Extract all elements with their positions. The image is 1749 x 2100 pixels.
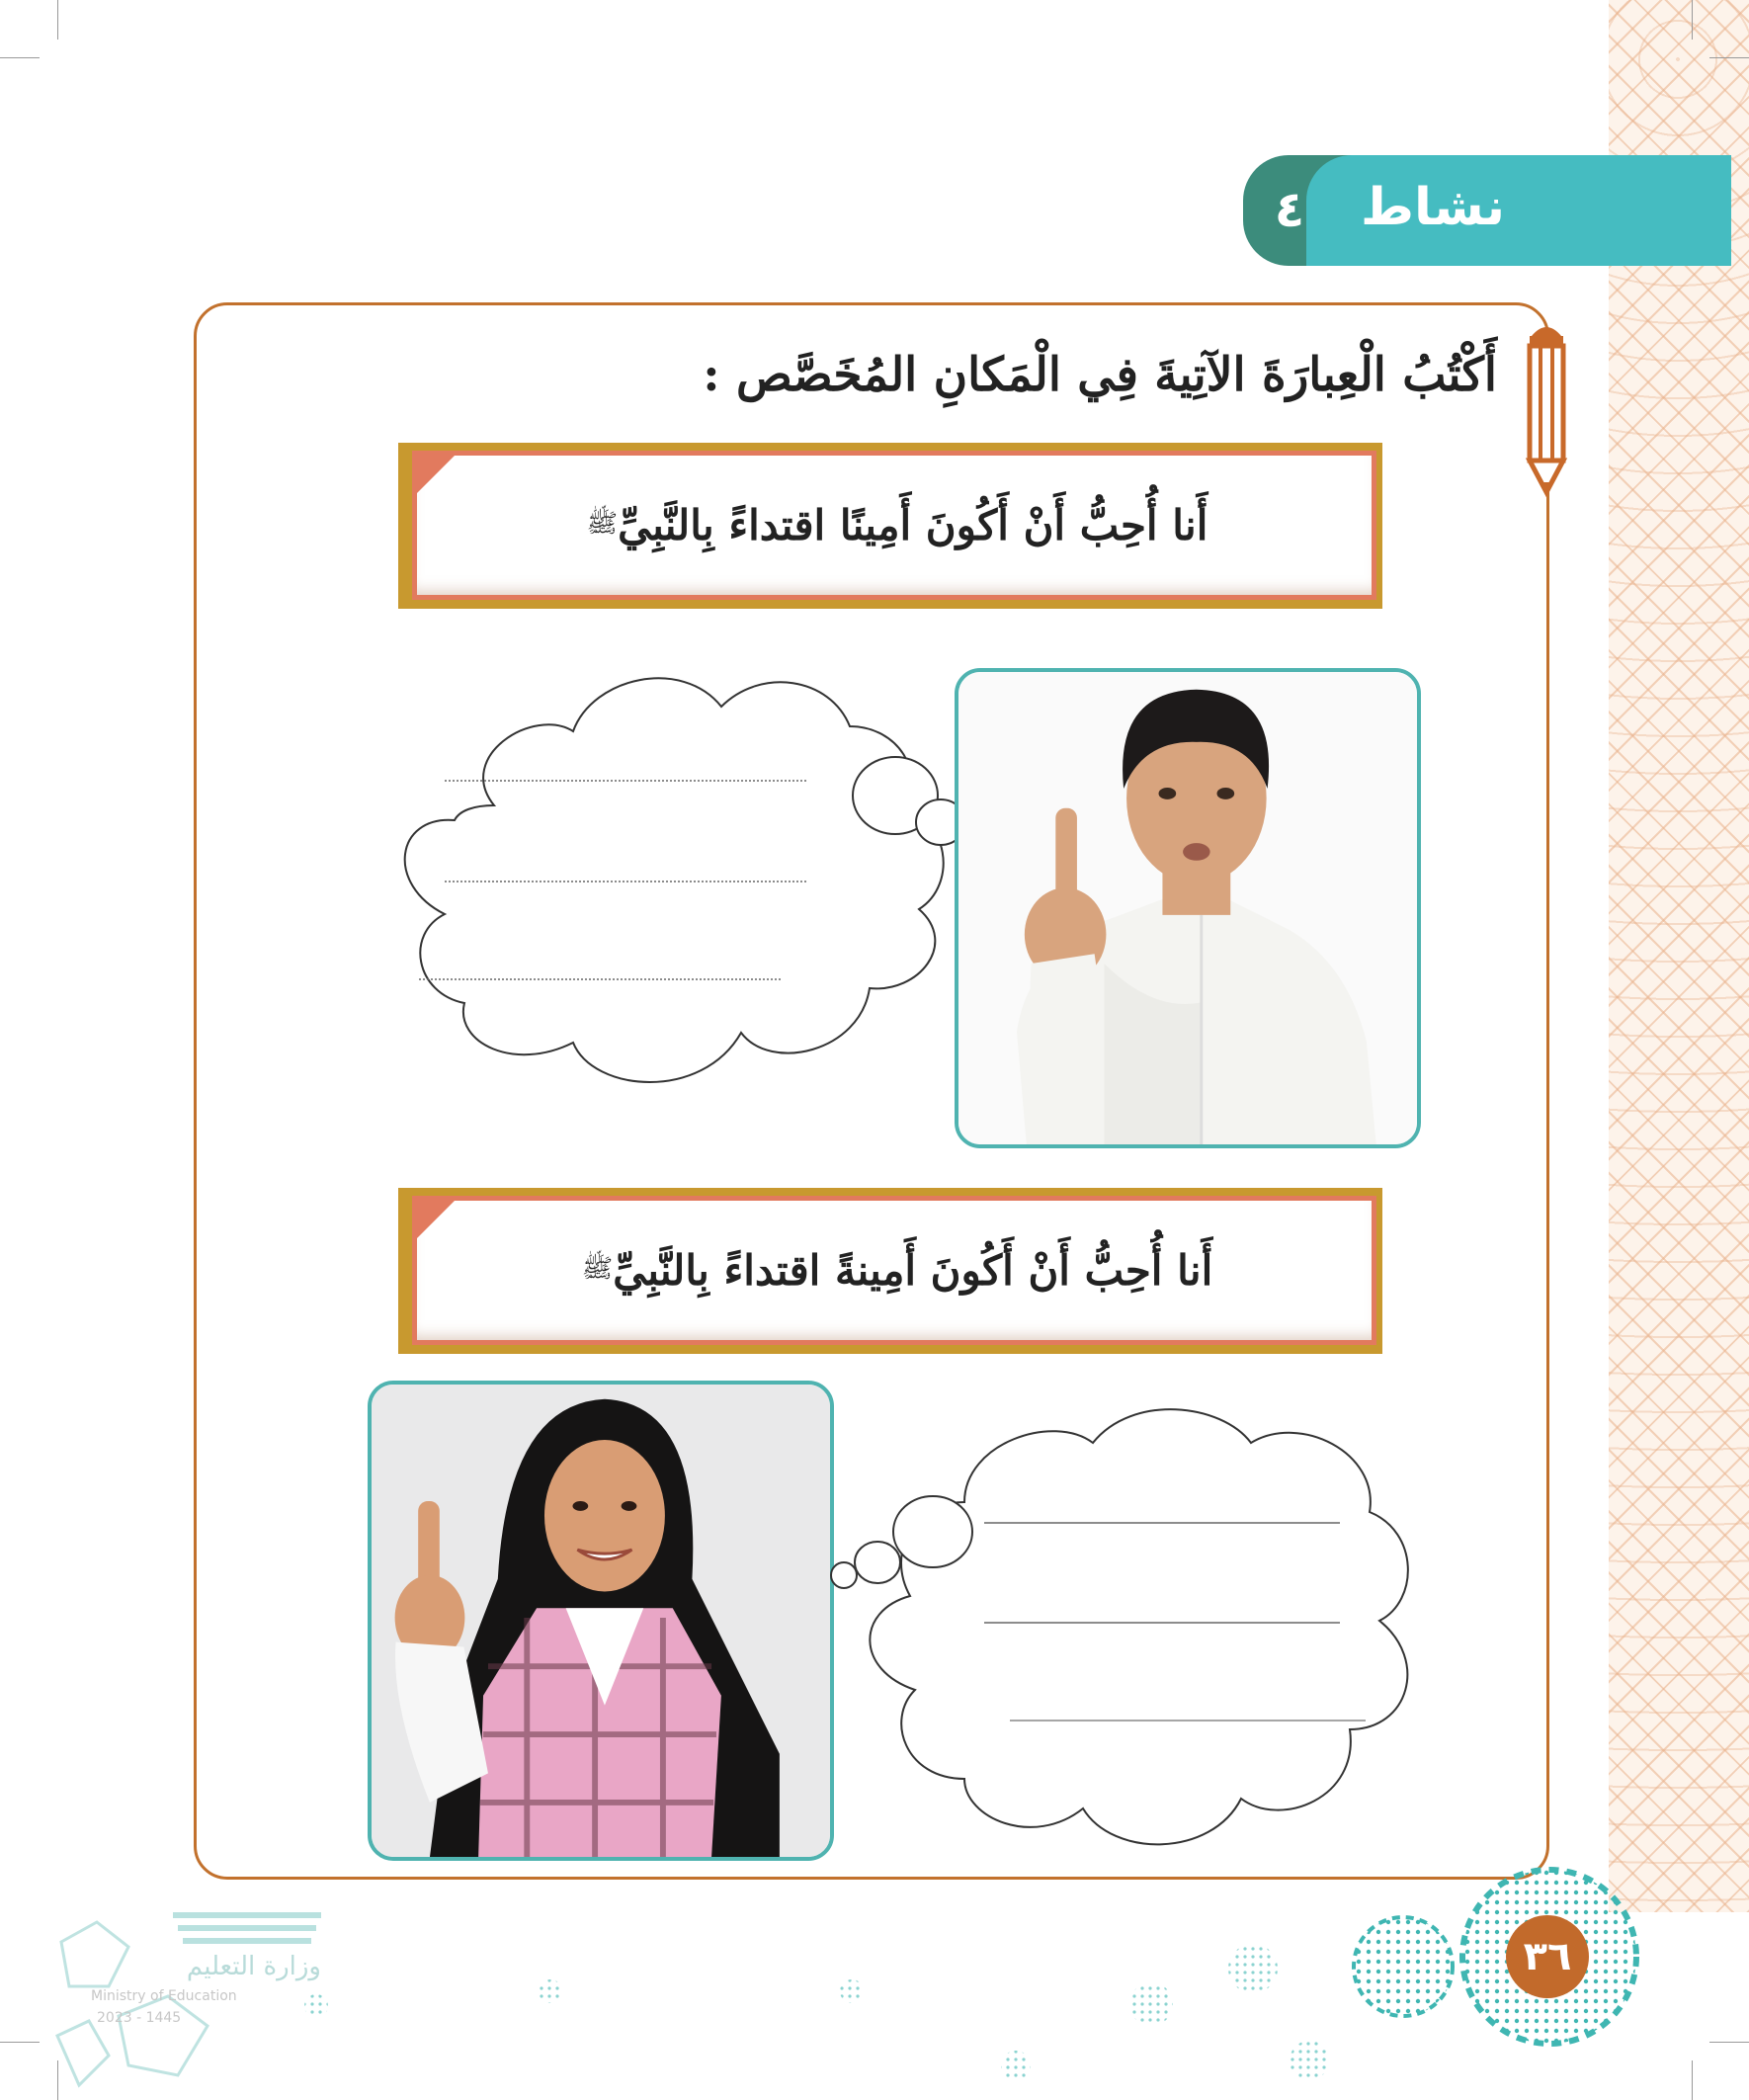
statement-text-2 — [437, 1201, 1352, 1340]
honorific-symbol: ﷺ — [581, 1253, 614, 1284]
girl-photo — [368, 1381, 834, 1861]
statement-2-words: أَنا أُحِبُّ أَنْ أَكُونَ أَمِينةً اقتداءً بِالنَّبِيِّ — [613, 1246, 1213, 1295]
ministry-name-arabic: وزارة التعليم — [186, 1952, 321, 1981]
thought-cloud-2 — [816, 1384, 1439, 1868]
statement-banner-2 — [398, 1188, 1382, 1354]
activity-number: ٤ — [1274, 181, 1305, 238]
edition-year: 2023 - 1445 — [97, 2010, 182, 2026]
crop-mark — [1709, 57, 1749, 58]
pencil-icon — [1522, 318, 1571, 508]
boy-photo — [955, 668, 1421, 1148]
activity-title: نشاط — [1361, 178, 1505, 237]
statement-banner-inner — [412, 1196, 1376, 1345]
statement-1-words: أَنا أُحِبُّ أَنْ أَكُونَ أَمِينًا اقتداءً بِالنَّبِيِّ — [618, 501, 1208, 549]
instruction-text: أَكْتُبُ الْعِبارَةَ الآتِيةَ فِي الْمَكانِ المُخَصَّص : — [703, 348, 1497, 402]
honorific-symbol: ﷺ — [586, 508, 619, 539]
crop-mark — [0, 57, 40, 58]
thought-cloud-1 — [346, 647, 998, 1122]
statement-banner-inner — [412, 451, 1376, 600]
side-decorative-pattern — [1609, 0, 1749, 1912]
statement-banner-1 — [398, 443, 1382, 609]
page-number: ٣٦ — [1506, 1915, 1589, 1998]
crop-mark — [1692, 0, 1693, 40]
statement-text-1 — [437, 456, 1352, 595]
crop-mark — [57, 0, 58, 40]
ministry-name-english: Ministry of Education — [91, 1988, 237, 2004]
